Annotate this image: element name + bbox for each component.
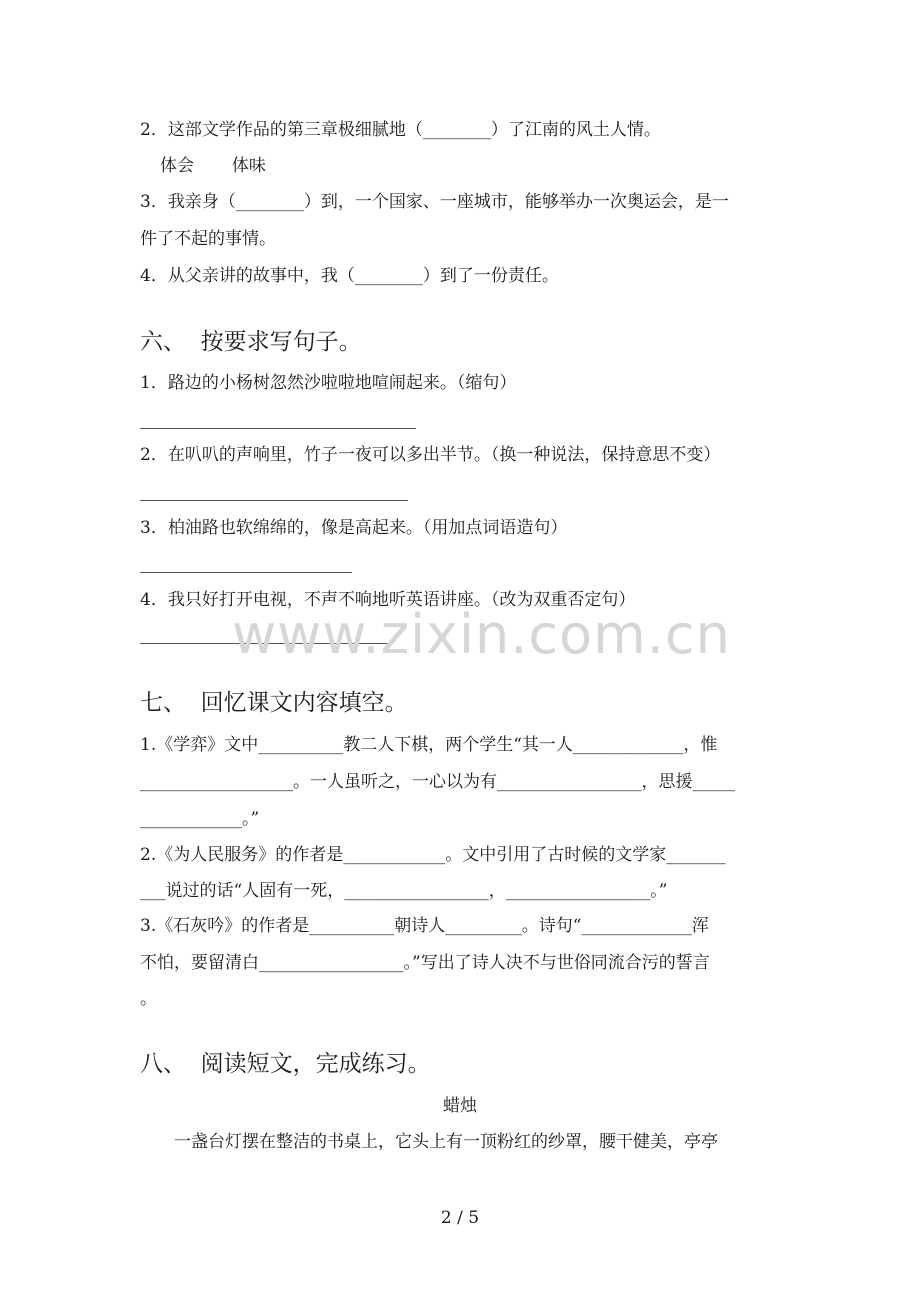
section-7-heading: 七、 回忆课文内容填空。 — [140, 690, 408, 716]
answer-line-6-2 — [140, 500, 408, 501]
question-7-1-line1: 1.《学弈》文中__________教二人下棋，两个学生“其一人_____________，惟 — [140, 735, 718, 755]
page-number: 2 / 5 — [440, 1208, 480, 1228]
question-5-2: 2．这部文学作品的第三章极细腻地（________）了江南的风土人情。 — [140, 120, 661, 140]
watermark: www.zixin.com.cn — [232, 603, 731, 666]
question-6-1: 1．路边的小杨树忽然沙啦啦地喧闹起来。（缩句） — [140, 373, 517, 393]
section-6-heading: 六、 按要求写句子。 — [140, 329, 362, 355]
question-7-1-line2: __________________。一人虽听之，一心以为有_________________，思援_____ — [140, 772, 735, 792]
question-6-2: 2．在叭叭的声响里，竹子一夜可以多出半节。（换一种说法，保持意思不变） — [140, 445, 721, 465]
passage-title: 蜡烛 — [443, 1096, 477, 1116]
question-7-2-line1: 2.《为人民服务》的作者是____________。文中引用了古时候的文学家_______ — [140, 845, 726, 865]
question-7-3-line2: 不怕，要留清白_________________。”写出了诗人决不与世俗同流合污的誓言 — [140, 953, 710, 973]
question-7-3-line1: 3.《石灰吟》的作者是__________朝诗人_________。诗句“_____________浑 — [140, 916, 709, 936]
question-6-3: 3．柏油路也软绵绵的，像是高起来。（用加点词语造句） — [140, 518, 568, 538]
answer-line-6-1 — [140, 428, 416, 429]
section-8-heading: 八、 阅读短文，完成练习。 — [140, 1051, 431, 1077]
answer-line-6-3 — [140, 572, 352, 573]
question-5-2-options: 体会 体味 — [160, 156, 266, 176]
question-7-1-line3: ____________。” — [140, 809, 260, 829]
passage-line-1: 一盏台灯摆在整洁的书桌上，它头上有一顶粉红的纱罩，腰干健美，亭亭 — [174, 1132, 718, 1152]
question-5-3-line2: 件了不起的事情。 — [140, 229, 276, 249]
question-5-3-line1: 3．我亲身（________）到，一个国家、一座城市，能够举办一次奥运会，是一 — [140, 192, 729, 212]
question-6-4: 4．我只好打开电视，不声不响地听英语讲座。（改为双重否定句） — [140, 590, 636, 610]
question-5-4: 4．从父亲讲的故事中，我（________）到了一份责任。 — [140, 266, 559, 286]
question-7-2-line2: ___说过的话“人固有一死，_________________，_________________。” — [140, 881, 668, 901]
question-7-3-line3: 。 — [140, 989, 157, 1009]
